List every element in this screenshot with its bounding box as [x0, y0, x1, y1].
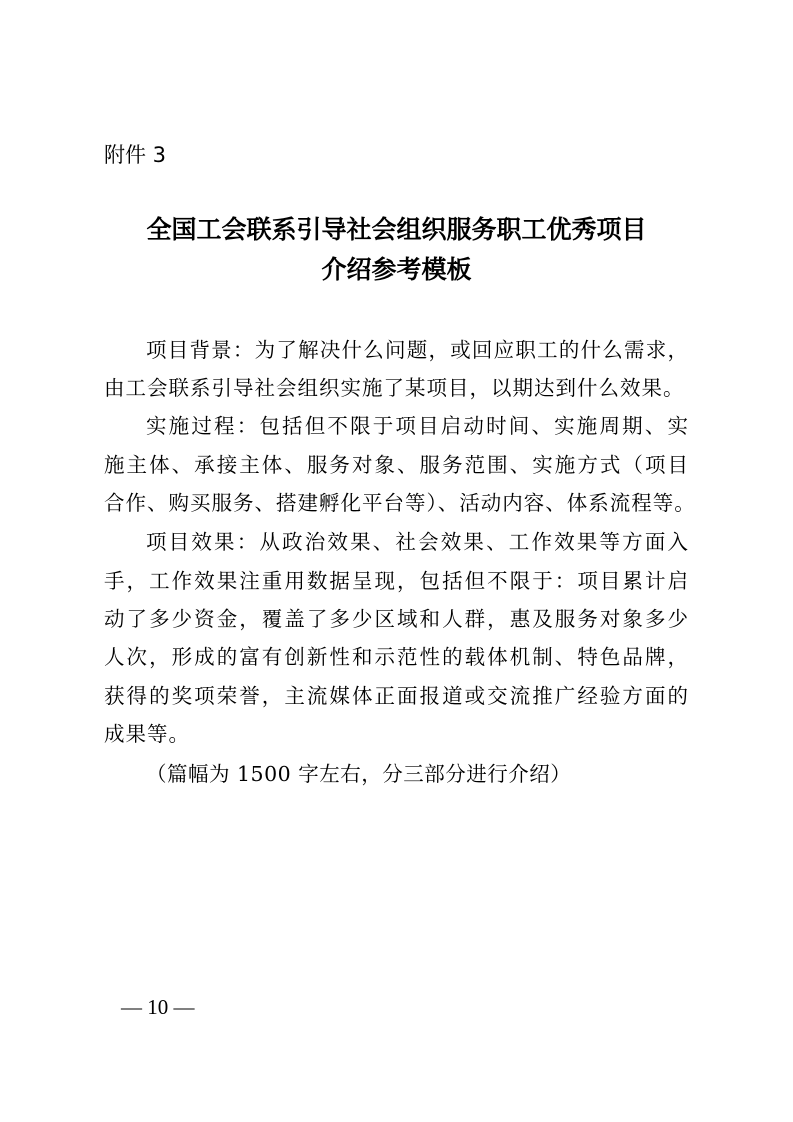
length-note: （篇幅为 1500 字左右，分三部分进行介绍）	[146, 762, 572, 786]
paragraph-effect-line-4: 人次，形成的富有创新性和示范性的载体机制、特色品牌，	[104, 645, 689, 669]
paragraph-background-line-2: 由工会联系引导社会组织实施了某项目，以期达到什么效果。	[104, 376, 685, 400]
paragraph-effect-line-6: 成果等。	[104, 722, 190, 746]
paragraph-process-line-1: 实施过程：包括但不限于项目启动时间、实施周期、实	[146, 414, 689, 438]
paragraph-effect-line-3: 动了多少资金，覆盖了多少区域和人群，惠及服务对象多少	[104, 607, 689, 631]
page-title-line-2: 介绍参考模板	[321, 255, 472, 284]
paragraph-effect-line-2: 手，工作效果注重用数据呈现，包括但不限于：项目累计启	[104, 569, 689, 593]
paragraph-effect-line-1: 项目效果：从政治效果、社会效果、工作效果等方面入	[146, 530, 689, 554]
page-title-line-1: 全国工会联系引导社会组织服务职工优秀项目	[146, 215, 647, 244]
page-number: — 10 —	[121, 995, 195, 1019]
paragraph-process-line-3: 合作、购买服务、搭建孵化平台等）、活动内容、体系流程等。	[104, 491, 696, 515]
attachment-label: 附件 3	[104, 143, 167, 167]
paragraph-background-line-1: 项目背景：为了解决什么问题，或回应职工的什么需求，	[146, 338, 689, 362]
paragraph-process-line-2: 施主体、承接主体、服务对象、服务范围、实施方式（项目	[104, 453, 689, 477]
paragraph-effect-line-5: 获得的奖项荣誉，主流媒体正面报道或交流推广经验方面的	[104, 684, 689, 708]
